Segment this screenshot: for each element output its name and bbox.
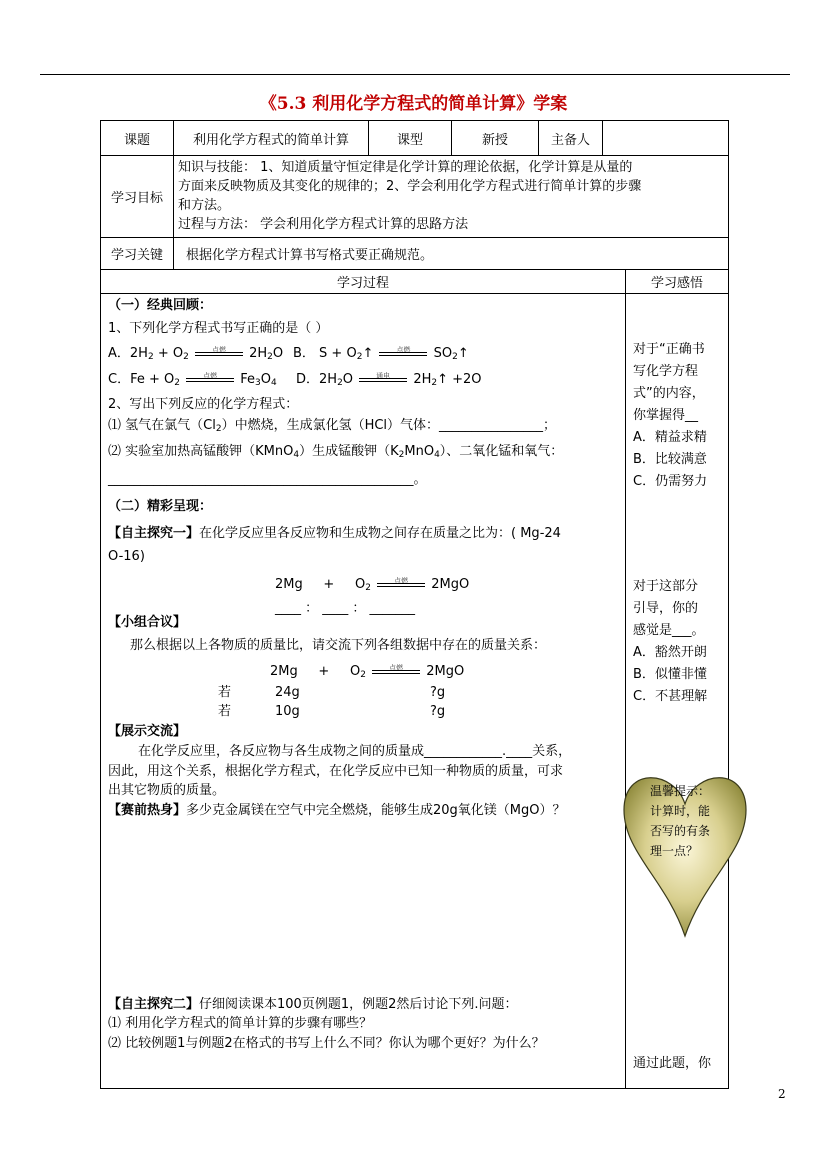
insight-2: 对于这部分 引导，你的 感觉是___。 A．豁然开朗 B．似懂非懂 C．不甚理解 (633, 576, 707, 708)
question-1: 1、下列化学方程式书写正确的是（ ） (108, 321, 329, 336)
page-number: 2 (778, 1087, 786, 1101)
electric-arrow: 通电 (359, 374, 407, 386)
mass-row-1-label: 若 (218, 685, 232, 700)
key-label: 学习关键 (101, 238, 174, 270)
key-text: 根据化学方程式计算书写格式要正确规范。 (174, 238, 729, 270)
insight-1: 对于“正确书 写化学方程 式”的内容， 你掌握得__ A．精益求精 B．比较满意 C．仍需努力 (633, 339, 707, 493)
insight-2-option-c: C．不甚理解 (633, 689, 708, 704)
answer-line: _______________________________________________。 (108, 472, 427, 487)
group-tag: 【小组合议】 (108, 615, 187, 630)
option-c: C．$Fe + O_2$ 点燃 $Fe_3O_4$ (108, 371, 277, 388)
insight-bottom: 通过此题，你 (633, 1056, 712, 1071)
ignite-arrow: 点燃 (377, 579, 425, 591)
explore-heading: （二）精彩呈现： (108, 499, 213, 514)
topic-value: 利用化学方程式的简单计算 (174, 121, 369, 156)
heart-tip-text: 温馨提示： 计算时，能 否写的有条 理一点？ (650, 784, 711, 858)
question-2-2: ⑵ 实验室加热高锰酸钾（KMnO$_4$）生成锰酸钾$(K_2MnO_4)$、二氧化锰和氧气： (108, 444, 564, 460)
explore-2-q1: ⑴ 利用化学方程式的简单计算的步骤有哪些？ (108, 1016, 373, 1031)
equation-1: 2Mg + $O_2$ 点燃 2MgO (275, 576, 470, 593)
question-2: 2、写出下列反应的化学方程式： (108, 397, 299, 412)
column-header-row (101, 270, 729, 294)
show-line-3: 出其它物质的质量。 (108, 783, 226, 798)
mass-row-2-label: 若 (218, 704, 232, 719)
insight-2-option-b: B．似懂非懂 (633, 667, 707, 682)
mass-row-1-mgo: ?g (430, 685, 446, 700)
header-row (101, 121, 729, 156)
objectives-label: 学习目标 (101, 156, 174, 238)
option-a: A．$2H_2 + O_2$ 点燃 $2H_2O$ (108, 345, 284, 362)
show-tag: 【展示交流】 (108, 724, 187, 739)
objectives-line-4: 过程与方法： 学会利用化学方程式计算的思路方法 (178, 217, 469, 232)
type-value: 新授 (452, 121, 539, 156)
show-line-2: 因此，用这个关系，根据化学方程式，在化学反应中已知一种物质的质量，可求 (108, 764, 564, 779)
explore-1-cont: O-16) (108, 549, 145, 564)
review-heading: （一）经典回顾： (108, 298, 213, 313)
question-2-1: ⑴ 氢气在氯气$(Cl_2)$中燃烧，生成氯化氢（HCl）气体：________________； (108, 418, 557, 434)
ignite-arrow: 点燃 (372, 666, 420, 678)
ignite-arrow: 点燃 (195, 348, 243, 360)
explore-2: 【自主探究二】仔细阅读课本100页例题1，例题2然后讨论下列.问题： (108, 997, 518, 1012)
insight-2-option-a: A．豁然开朗 (633, 645, 707, 660)
option-b: B． $S + O_2↑$ 点燃 $SO_2↑$ (293, 345, 469, 362)
insight-1-option-a: A．精益求精 (633, 430, 707, 445)
objectives-line-3: 和方法。 (178, 198, 231, 213)
ratio-blanks: ____ ： ____ ： _______ (275, 601, 416, 616)
key-row (101, 238, 729, 270)
warmup: 【赛前热身】多少克金属镁在空气中完全燃烧，能够生成20g氧化镁（MgO）？ (108, 803, 566, 818)
ignite-arrow: 点燃 (379, 348, 427, 360)
objectives-line-1: 知识与技能： 1、知道质量守恒定律是化学计算的理论依据，化学计算是从量的 (178, 160, 633, 175)
mass-row-1-mg: 24g (275, 685, 300, 700)
process-header: 学习过程 (101, 270, 626, 294)
ignite-arrow: 点燃 (186, 374, 234, 386)
explore-2-q2: ⑵ 比较例题1与例题2在格式的书写上什么不同？你认为哪个更好？为什么？ (108, 1036, 545, 1051)
document-title: 《5.3 利用化学方程式的简单计算》学案 (259, 94, 568, 114)
objectives-line-2: 方面来反映物质及其变化的规律的；2、学会利用化学方程式进行简单计算的步骤 (178, 179, 642, 194)
type-label: 课型 (369, 121, 452, 156)
top-rule (40, 74, 790, 75)
explore-1: 【自主探究一】在化学反应里各反应物和生成物之间存在质量之比为：( Mg-24 (108, 526, 561, 541)
group-text: 那么根据以上各物质的质量比，请交流下列各组数据中存在的质量关系： (130, 638, 547, 653)
equation-2: 2Mg + $O_2$ 点燃 2MgO (270, 663, 465, 680)
prep-label: 主备人 (539, 121, 603, 156)
insight-1-option-c: C．仍需努力 (633, 474, 708, 489)
prep-value (603, 121, 729, 156)
mass-row-2-mg: 10g (275, 704, 300, 719)
option-d: D．$2H_2O$ 通电 $2H_2↑ +2O$ (296, 371, 482, 388)
topic-label: 课题 (101, 121, 174, 156)
insight-header: 学习感悟 (626, 270, 729, 294)
insight-1-option-b: B．比较满意 (633, 452, 707, 467)
objectives-text (174, 156, 729, 238)
show-line-1: 在化学反应里，各反应物与各生成物之间的质量成____________.____关系， (138, 744, 572, 759)
objectives-row (101, 156, 729, 238)
mass-row-2-mgo: ?g (430, 704, 446, 719)
